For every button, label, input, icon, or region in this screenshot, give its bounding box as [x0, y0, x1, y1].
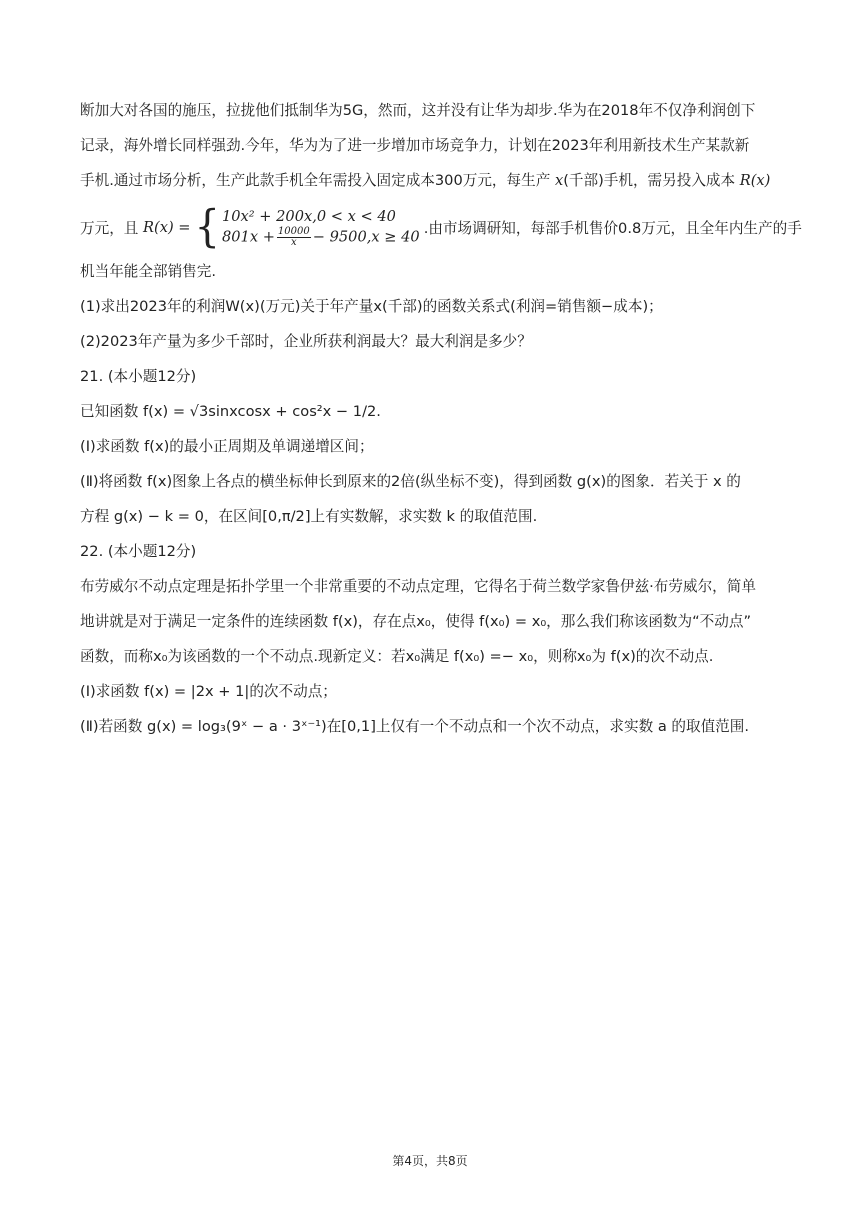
p21-stem: 已知函数 f(x) = √3sinxcosx + cos²x − 1/2. — [80, 403, 381, 420]
p21-heading: 21. (本小题12分) — [80, 368, 197, 385]
p21-part-1: (Ⅰ)求函数 f(x)的最小正周期及单调递增区间； — [80, 438, 374, 455]
piecewise-cases — [222, 207, 420, 248]
p20-line-2: 记录，海外增长同样强劲.今年，华为为了进一步增加市场竞争力，计划在2023年利用新技术生产某款新 — [80, 137, 750, 154]
case-2 — [222, 227, 420, 248]
p20-piecewise-line — [80, 201, 802, 253]
fraction-numerator: 10000 — [277, 225, 310, 237]
fraction-denominator: x — [291, 236, 297, 248]
p20-line-3-a: 手机.通过市场分析，生产此款手机全年需投入固定成本300万元，每生产 — [80, 172, 551, 189]
p20-line-4-b: .由市场调研知，每部手机售价0.8万元，且全年内生产的手 — [423, 219, 802, 237]
p22-part-2: (Ⅱ)若函数 g(x) = log₃(9ˣ − a · 3ˣ⁻¹)在[0,1]上仅有一个不动点和一个次不动点，求实数 a 的取值范围. — [80, 718, 750, 735]
page-footer: 第4页，共8页 — [392, 1154, 468, 1168]
case-2-a: 801x + — [221, 228, 275, 245]
p21-part-2-b: 方程 g(x) − k = 0，在区间[0,π/2]上有实数解，求实数 k 的取值范围. — [80, 508, 538, 525]
p22-part-1: (Ⅰ)求函数 f(x) = |2x + 1|的次不动点； — [80, 683, 337, 700]
p20-question-1: (1)求出2023年的利润W(x)(万元)关于年产量x(千部)的函数关系式(利润=销售额−成本)； — [80, 298, 663, 315]
p20-question-2: (2)2023年产量为多少千部时，企业所获利润最大？最大利润是多少？ — [80, 333, 532, 350]
p20-line-5: 机当年能全部销售完. — [80, 263, 216, 280]
var-x: x — [550, 172, 564, 189]
fraction — [277, 227, 311, 248]
brace-icon: { — [194, 201, 220, 253]
p20-line-3-b: (千部)手机，需另投入成本 — [563, 172, 736, 189]
p20-line-3 — [80, 170, 780, 192]
p22-para-3: 函数，而称x₀为该函数的一个不动点.现新定义：若x₀满足 f(x₀) =− x₀，则称x₀为 f(x)的次不动点. — [80, 648, 714, 665]
p22-heading: 22. (本小题12分) — [80, 543, 197, 560]
p20-line-1: 断加大对各国的施压，拉拢他们抵制华为5G，然而，这并没有让华为却步.华为在2018年不仅净利润创下 — [80, 102, 756, 119]
p22-para-2: 地讲就是对于满足一定条件的连续函数 f(x)，存在点x₀，使得 f(x₀) = x₀，那么我们称该函数为“不动点” — [80, 613, 752, 630]
p22-para-1: 布劳威尔不动点定理是拓扑学里一个非常重要的不动点定理，它得名于荷兰数学家鲁伊兹·布劳威尔，简单 — [80, 578, 756, 595]
p21-part-2-a: (Ⅱ)将函数 f(x)图象上各点的横坐标伸长到原来的2倍(纵坐标不变)，得到函数 g(x)的图象．若关于 x 的 — [80, 473, 741, 490]
case-2-b: − 9500,x ≥ 40 — [312, 228, 420, 245]
p20-line-4-a: 万元，且 — [80, 219, 139, 237]
case-1: 10x² + 200x,0 < x < 40 — [221, 207, 396, 225]
page-content — [80, 100, 802, 751]
var-Rx: R(x) — [735, 172, 771, 189]
func-R: R(x) = — [138, 218, 191, 236]
